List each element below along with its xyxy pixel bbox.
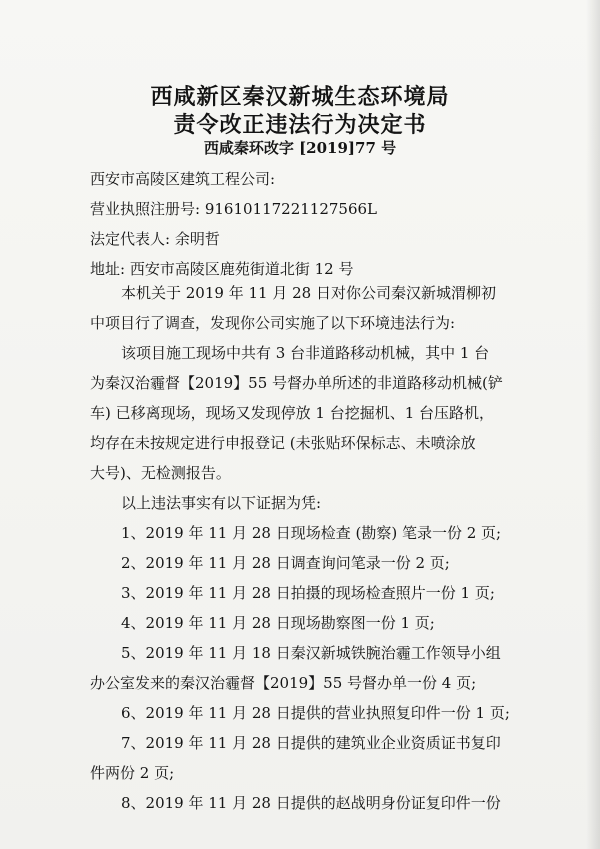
evidence-item-7-line-2: 件两份 2 页; <box>90 764 175 782</box>
legal-representative: 法定代表人: 余明哲 <box>90 230 220 248</box>
facts-line-4: 均存在未按规定进行申报登记 (未张贴环保标志、未喷涂放 <box>90 434 476 452</box>
facts-line-5: 大号)、无检测报告。 <box>90 464 231 482</box>
facts-line-3: 车) 已移离现场，现场又发现停放 1 台挖掘机、1 台压路机， <box>90 404 495 422</box>
document-title-line-1: 西咸新区秦汉新城生态环境局 <box>150 85 450 110</box>
facts-line-2: 为秦汉治霾督【2019】55 号督办单所述的非道路移动机械(铲 <box>90 374 503 392</box>
evidence-intro: 以上违法事实有以下证据为凭: <box>121 494 322 512</box>
evidence-item-5-line-2: 办公室发来的秦汉治霾督【2019】55 号督办单一份 4 页; <box>90 674 477 692</box>
document-title-line-2: 责令改正违法行为决定书 <box>173 113 427 138</box>
evidence-item-8: 8、2019 年 11 月 28 日提供的赵战明身份证复印件一份 <box>121 794 501 812</box>
intro-line-2: 中项目行了调查，发现你公司实施了以下环境违法行为: <box>90 314 456 332</box>
evidence-item-2: 2、2019 年 11 月 28 日调查询问笔录一份 2 页; <box>121 554 450 572</box>
evidence-item-3: 3、2019 年 11 月 28 日拍摄的现场检查照片一份 1 页; <box>121 584 495 602</box>
document-number: 西咸秦环改字 [2019]77 号 <box>203 139 397 157</box>
evidence-item-4: 4、2019 年 11 月 28 日现场勘察图一份 1 页; <box>121 614 435 632</box>
evidence-item-5-line-1: 5、2019 年 11 月 18 日秦汉新城铁腕治霾工作领导小组 <box>121 644 501 662</box>
evidence-item-7-line-1: 7、2019 年 11 月 28 日提供的建筑业企业资质证书复印 <box>121 734 501 752</box>
company-address: 地址: 西安市高陵区鹿苑街道北街 12 号 <box>90 260 354 278</box>
business-license-number: 营业执照注册号: 91610117221127566L <box>90 200 378 218</box>
evidence-item-6: 6、2019 年 11 月 28 日提供的营业执照复印件一份 1 页; <box>121 704 510 722</box>
evidence-item-1: 1、2019 年 11 月 28 日现场检查 (勘察) 笔录一份 2 页; <box>121 524 502 542</box>
addressee: 西安市高陵区建筑工程公司: <box>90 170 276 188</box>
intro-line-1: 本机关于 2019 年 11 月 28 日对你公司秦汉新城渭柳初 <box>121 284 496 302</box>
facts-line-1: 该项目施工现场中共有 3 台非道路移动机械，其中 1 台 <box>121 344 490 362</box>
